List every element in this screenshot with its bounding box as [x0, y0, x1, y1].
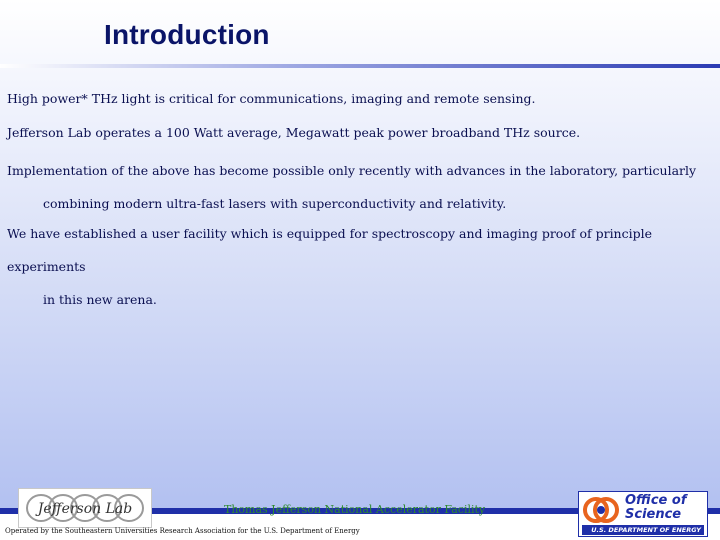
paragraph-3-line-2: combining modern ultra-fast lasers with superconductivity and relativity. — [43, 196, 507, 211]
slide-title: Introduction — [104, 19, 270, 50]
doe-emblem-icon — [582, 495, 620, 525]
office-of-science-line-1: Office of — [625, 493, 687, 508]
paragraph-2-line-1: Jefferson Lab operates a 100 Watt average, Megawatt peak power broadband THz source. — [7, 125, 581, 140]
jefferson-lab-logo-text: Jefferson Lab — [37, 501, 133, 517]
paragraph-3-line-1: Implementation of the above has become possible only recently with advances in the laboratory, particularly — [7, 163, 697, 178]
jefferson-lab-logo — [18, 488, 152, 528]
bullet-paragraph-1 — [7, 82, 707, 115]
operated-by-text: Operated by the Southeastern Universities Research Association for the U.S. Department of Energy — [5, 527, 360, 535]
us-doe-label: U.S. DEPARTMENT OF ENERGY — [582, 525, 704, 535]
title-divider — [0, 64, 720, 68]
bullet-paragraph-4 — [7, 217, 707, 316]
paragraph-1-line-1: High power* THz light is critical for communications, imaging and remote sensing. — [7, 91, 536, 106]
facility-name: Thomas Jefferson National Accelerator Facility — [224, 503, 486, 516]
office-of-science-logo — [578, 491, 708, 537]
office-of-science-line-2: Science — [625, 507, 682, 522]
paragraph-4-line-1: We have established a user facility which is equipped for spectroscopy and imaging proof of principle experiments — [7, 226, 653, 274]
bullet-paragraph-3 — [7, 154, 707, 220]
bullet-paragraph-2 — [7, 116, 707, 149]
paragraph-4-line-2: in this new arena. — [43, 292, 157, 307]
